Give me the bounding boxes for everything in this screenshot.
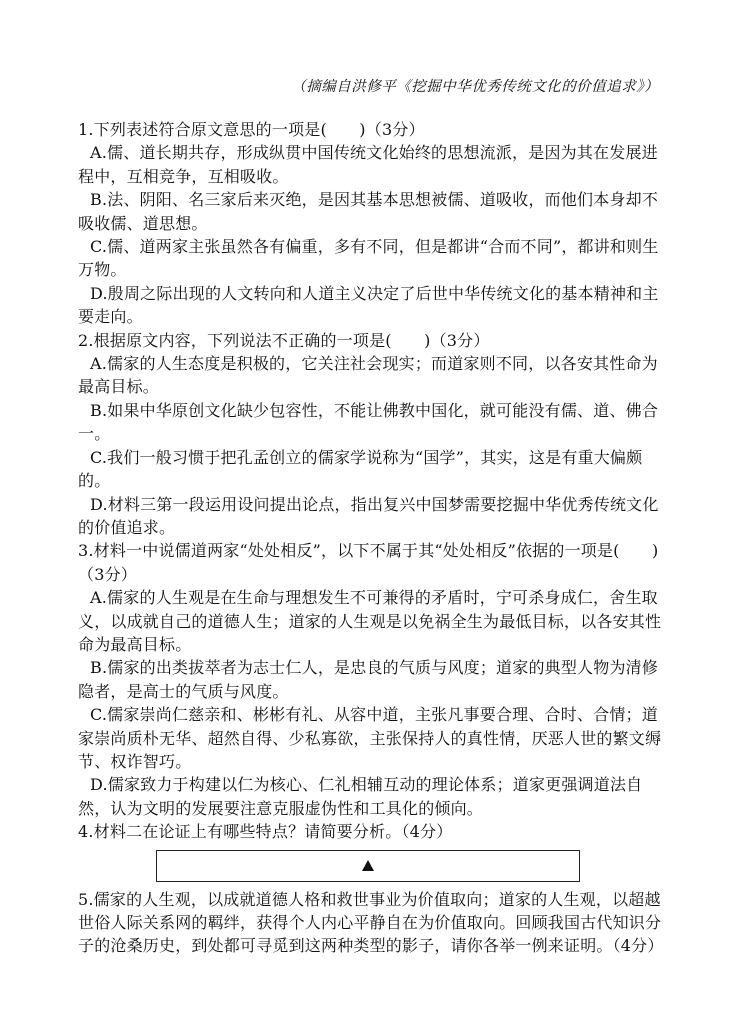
question-2 (78, 329, 668, 540)
question-5 (78, 888, 668, 958)
question-stem: 4.材料二在论证上有哪些特点？请简要分析。（4分） (78, 822, 453, 842)
option-b: B.法、阴阳、名三家后来灭绝，是因其基本思想被儒、道吸收，而他们本身却不吸收儒、道思想。 (78, 190, 659, 233)
option-c: C.儒、道两家主张虽然各有偏重，多有不同，但是都讲“合而不同”，都讲和则生万物。 (78, 237, 659, 280)
option-a: A.儒、道长期共存，形成纵贯中国传统文化始终的思想流派，是因为其在发展进程中，互相竞争，互相吸收。 (78, 143, 658, 186)
option-b: B.儒家的出类拔萃者为志士仁人，是忠良的气质与风度；道家的典型人物为清修隐者，是高士的气质与风度。 (78, 658, 659, 701)
answer-box[interactable] (156, 850, 580, 882)
question-stem: 5.儒家的人生观，以成就道德人格和救世事业为价值取向；道家的人生观，以超越世俗人际关系网的羁绊，获得个人内心平静自在为价值取向。回顾我国古代知识分子的沧桑历史，到处都可寻觅到这两种类型的影子，请你各举一例来证明。（4分） (78, 889, 664, 956)
option-d: D.殷周之际出现的人文转向和人道主义决定了后世中华传统文化的基本精神和主要走向。 (78, 283, 659, 327)
option-d: D.材料三第一段运用设问提出论点，指出复兴中国梦需要挖掘中华优秀传统文化的价值追求。 (78, 494, 659, 537)
question-stem: 1.下列表述符合原文意思的一项是( )（3分） (78, 120, 425, 139)
questions-section (78, 118, 668, 958)
option-c: C.儒家崇尚仁慈亲和、彬彬有礼、从容中道，主张凡事要合理、合时、合情；道家崇尚质朴无华、超然自得、少私寡欲，主张保持人的真性情，厌恶人世的繁文缛节、权诈智巧。 (78, 705, 662, 771)
question-4 (78, 820, 668, 881)
option-a: A.儒家的人生观是在生命与理想发生不可兼得的矛盾时，宁可杀身成仁，舍生取义，以成就自己的道德人生；道家的人生观是以免祸全生为最低目标，以各安其性命为最高目标。 (78, 588, 662, 654)
question-stem: 3.材料一中说儒道两家“处处相反”，以下不属于其“处处相反”依据的一项是( )（3分） (78, 541, 659, 584)
question-1 (78, 118, 668, 329)
option-b: B.如果中华原创文化缺少包容性，不能让佛教中国化，就可能没有儒、道、佛合一。 (78, 400, 659, 444)
question-3 (78, 539, 668, 820)
option-d: D.儒家致力于构建以仁为核心、仁礼相辅互动的理论体系；道家更强调道法自然，认为文明的发展要注意克服虚伪性和工具化的倾向。 (78, 775, 643, 818)
triangle-up-icon (362, 860, 374, 871)
option-a: A.儒家的人生态度是积极的，它关注社会现实；而道家则不同，以各安其性命为最高目标。 (78, 354, 658, 397)
option-c: C.我们一般习惯于把孔孟创立的儒家学说称为“国学”，其实，这是有重大偏颇的。 (78, 447, 643, 491)
source-citation: （摘编自洪修平《挖掘中华优秀传统文化的价值追求》） (291, 79, 659, 95)
question-stem: 2.根据原文内容，下列说法不正确的一项是( )（3分） (78, 330, 490, 350)
